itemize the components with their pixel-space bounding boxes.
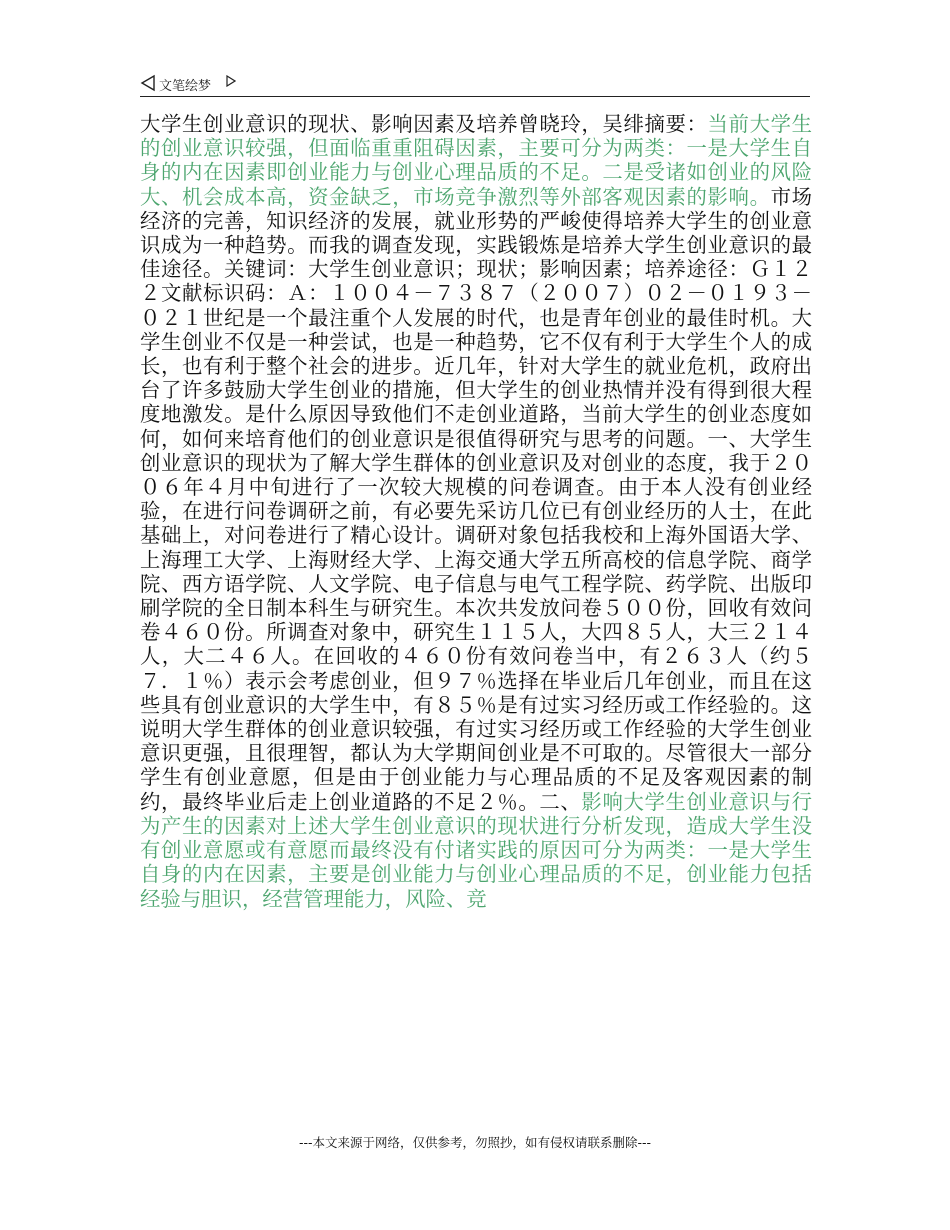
header-title: 文笔绘梦 — [159, 79, 212, 94]
abstract-highlight: 当前大学生的创业意识较强，但面临重重阻碍因素，主要可分为两类：一是大学生自身的内在因素即创业能力与创业心理品质的不足。二是受诸如创业的风险大、机会成本高，资金缺乏，市场竞争激烈等外部客观因素的影响。 — [140, 112, 813, 209]
right-triangle-outline-icon — [226, 75, 236, 87]
footer-notice: ---本文来源于网络，仅供参考，勿照抄，如有侵权请联系删除--- — [298, 1135, 652, 1150]
article-body — [140, 112, 812, 911]
article-body-text: 市场经济的完善，知识经济的发展，就业形势的严峻使得培养大学生的创业意识成为一种趋势。而我的调查发现，实践锻炼是培养大学生创业意识的最佳途径。关键词：大学生创业意识；现状；影响因素；培养途径：Ｇ１２２文献标识码：Ａ：１００４－７３８７（２００７）０２－０１９３－０２１世纪是一个最注重个人发展的时代，也是青年创业的最佳时机。大学生创业不仅是一种尝试，也是一种趋势，它不仅有利于大学生个人的成长，也有利于整个社会的进步。近几年，针对大学生的就业危机，政府出台了许多鼓励大学生创业的措施，但大学生的创业热情并没有得到很大程度地激发。是什么原因导致他们不走创业道路，当前大学生的创业态度如何，如何来培育他们的创业意识是很值得研究与思考的问题。一、大学生创业意识的现状为了解大学生群体的创业意识及对创业的态度，我于２００６年４月中旬进行了一次较大规模的问卷调查。由于本人没有创业经验，在进行问卷调研之前，有必要先采访几位已有创业经历的人士，在此基础上，对问卷进行了精心设计。调研对象包括我校和上海外国语大学、上海理工大学、上海财经大学、上海交通大学五所高校的信息学院、商学院、西方语学院、人文学院、电子信息与电气工程学院、药学院、出版印刷学院的全日制本科生与研究生。本次共发放问卷５００份，回收有效问卷４６０份。所调查对象中，研究生１１５人，大四８５人，大三２１４人，大二４６人。在回收的４６０份有效问卷当中，有２６３人（约５７．１％）表示会考虑创业，但９７％选择在毕业后几年创业，而且在这些具有创业意识的大学生中，有８５％是有过实习经历或工作经验的。这说明大学生群体的创业意识较强，有过实习经历或工作经验的大学生创业意识更强，且很理智，都认为大学期间创业是不可取的。尽管很大一部分学生有创业意愿，但是由于创业能力与心理品质的不足及客观因素的制约，最终毕业后走上创业道路的不足２％。二、 — [140, 184, 813, 814]
left-triangle-outline-icon — [140, 74, 156, 92]
section2-highlight: 影响大学生创业意识与行为产生的因素对上述大学生创业意识的现状进行分析发现，造成大学生没有创业意愿或有意愿而最终没有付诸实践的原因可分为两类：一是大学生自身的内在因素，主要是创业能力与创业心理品质的不足，创业能力包括经验与胆识，经营管理能力，风险、竞 — [140, 789, 813, 911]
page-header — [140, 72, 810, 97]
article-title-authors: 大学生创业意识的现状、影响因素及培养曾晓玲，吴绯摘要： — [140, 112, 708, 136]
